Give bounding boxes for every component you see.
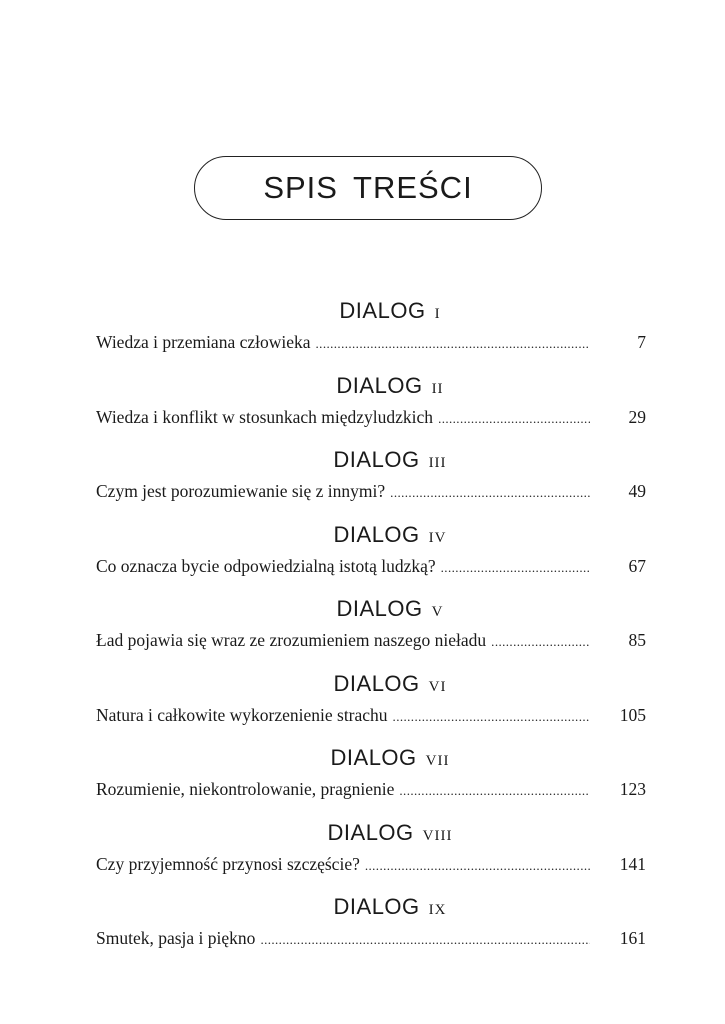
toc-entry [96, 590, 646, 665]
toc-entry [96, 292, 646, 367]
toc-entry [96, 665, 646, 740]
entry-title: Wiedza i konflikt w stosunkach międzyludzkich [96, 406, 434, 427]
entry-title: Ład pojawia się wraz ze zrozumieniem naszego nieładu [96, 630, 487, 650]
toc-link[interactable] [96, 852, 646, 876]
dialog-heading [96, 888, 646, 926]
dialog-word: DIALOG [330, 745, 417, 770]
dot-leader [491, 630, 590, 654]
page-number: 7 [637, 332, 646, 352]
page-number: 67 [628, 555, 646, 576]
dot-leader [260, 928, 590, 952]
title-frame [194, 156, 542, 220]
entry-title: Rozumienie, niekontrolowanie, pragnienie [96, 779, 395, 799]
dialog-heading [96, 292, 646, 330]
table-of-contents [96, 292, 646, 963]
dialog-word: DIALOG [336, 372, 423, 398]
entry-title: Czy przyjemność przynosi szczęście? [96, 853, 360, 874]
toc-link[interactable] [96, 554, 646, 578]
toc-entry [96, 441, 646, 516]
dialog-numeral: VI [428, 678, 447, 695]
dialog-numeral: VII [425, 753, 450, 769]
toc-entry [96, 814, 646, 889]
dialog-numeral: III [428, 455, 447, 471]
page-title: SPIS TREŚCI [263, 170, 473, 205]
dialog-numeral: IX [428, 902, 447, 918]
page-number: 161 [619, 928, 646, 948]
dot-leader [441, 556, 590, 580]
toc-entry [96, 888, 646, 963]
toc-entry [96, 739, 646, 814]
toc-entry [96, 367, 646, 442]
dialog-heading [96, 739, 646, 777]
dialog-word: DIALOG [327, 819, 414, 845]
dot-leader [390, 481, 590, 505]
dialog-heading [96, 665, 646, 703]
dialog-numeral: VIII [422, 827, 453, 844]
toc-link[interactable] [96, 628, 646, 652]
entry-title: Czym jest porozumiewanie się z innymi? [96, 481, 386, 501]
entry-title: Co oznacza bycie odpowiedzialną istotą ludzką? [96, 555, 436, 576]
entry-title: Smutek, pasja i piękno [96, 928, 256, 948]
dialog-heading [96, 516, 646, 554]
dialog-word: DIALOG [333, 894, 420, 919]
toc-link[interactable] [96, 703, 646, 727]
dialog-word: DIALOG [333, 521, 420, 547]
dialog-heading [96, 441, 646, 479]
page-number: 85 [628, 630, 646, 650]
toc-link[interactable] [96, 926, 646, 950]
dialog-heading [96, 590, 646, 628]
page-number: 29 [628, 406, 646, 427]
toc-link[interactable] [96, 405, 646, 429]
page-number: 105 [619, 704, 646, 725]
toc-link[interactable] [96, 479, 646, 503]
toc-link[interactable] [96, 330, 646, 354]
dialog-word: DIALOG [333, 447, 420, 472]
page-number: 49 [628, 481, 646, 501]
entry-title: Wiedza i przemiana człowieka [96, 332, 311, 352]
dot-leader [399, 779, 590, 803]
dot-leader [438, 407, 590, 431]
dot-leader [365, 854, 590, 878]
dot-leader [393, 705, 590, 729]
toc-entry [96, 516, 646, 591]
dialog-numeral: V [431, 604, 444, 620]
dialog-heading [96, 814, 646, 852]
dialog-word: DIALOG [339, 298, 426, 323]
toc-link[interactable] [96, 777, 646, 801]
dialog-numeral: II [431, 380, 444, 397]
dialog-numeral: I [434, 306, 441, 322]
entry-title: Natura i całkowite wykorzenienie strachu [96, 704, 388, 725]
page-number: 141 [619, 853, 646, 874]
dialog-heading [96, 367, 646, 405]
dot-leader [316, 332, 590, 356]
dialog-word: DIALOG [333, 670, 420, 696]
page-number: 123 [619, 779, 646, 799]
dialog-numeral: IV [428, 529, 447, 546]
dialog-word: DIALOG [336, 596, 423, 621]
